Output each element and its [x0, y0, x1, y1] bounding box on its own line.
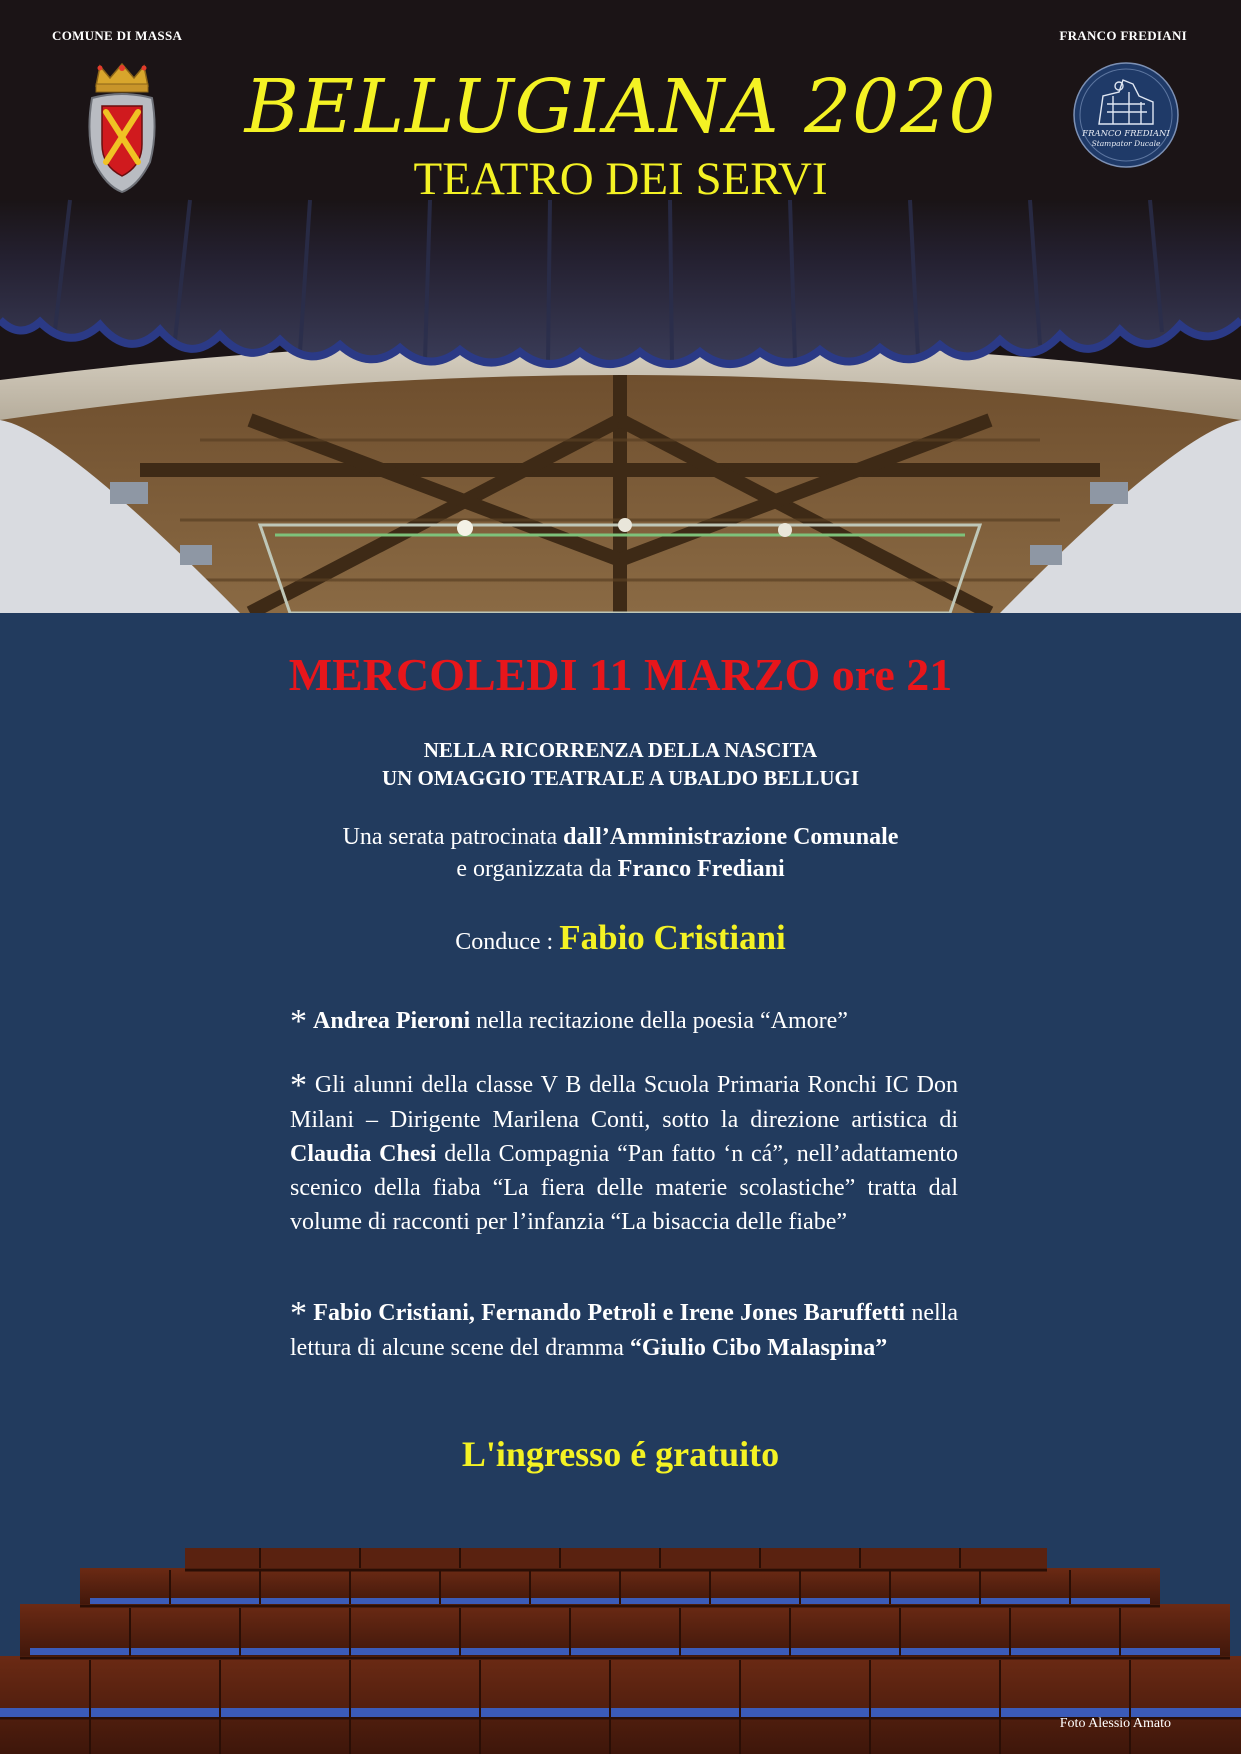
organizer-prefix: e organizzata da — [456, 856, 618, 882]
program-2-director: Claudia Chesi — [290, 1141, 437, 1167]
patronage-line — [0, 824, 1241, 851]
program-item-2 — [290, 1068, 958, 1239]
program-item-1 — [290, 1004, 958, 1039]
tribute-line-2: UN OMAGGIO TEATRALE A UBALDO BELLUGI — [381, 766, 860, 790]
organizer-name: Franco Frediani — [617, 856, 785, 882]
host-label: Conduce : — [455, 929, 560, 955]
bullet-star-icon: * — [290, 1003, 307, 1040]
bullet-star-icon: * — [290, 1295, 307, 1332]
comune-label: COMUNE DI MASSA — [52, 28, 183, 43]
program-item-3 — [290, 1296, 958, 1365]
photo-credit: Foto Alessio Amato — [1059, 1716, 1171, 1731]
program-2-text-b: della Compagnia “Pan fatto ‘n cá”, nell’adattamento scenico della fiaba “La fiera delle materie scolastiche” tratta dal volume di racconti per l’infanzia “La bisaccia delle fiabe” — [290, 1141, 959, 1235]
host-line — [0, 918, 1241, 958]
organizer-line — [0, 856, 1241, 883]
program-2-text-a: Gli alunni della classe V B della Scuola Primaria Ronchi IC Don Milani – Dirigente Marilena Conti, sotto la direzione artistica di — [290, 1072, 958, 1133]
event-date: MERCOLEDI 11 MARZO ore 21 — [288, 649, 953, 700]
host-name: Fabio Cristiani — [559, 918, 786, 957]
tribute-line-1: NELLA RICORRENZA DELLA NASCITA — [423, 738, 818, 762]
program-3-performers: Fabio Cristiani, Fernando Petroli e Irene Jones Baruffetti — [313, 1300, 906, 1326]
patronage-prefix: Una serata patrocinata — [342, 824, 564, 850]
program-3-play-title: “Giulio Cibo Malaspina” — [629, 1335, 888, 1361]
program-3-text: nella lettura di alcune scene del dramma — [290, 1300, 958, 1361]
theatre-seats-image — [0, 1548, 1241, 1754]
stamp-text-2: Stampator Ducale — [1091, 139, 1161, 148]
program-1-text: nella recitazione della poesia “Amore” — [470, 1008, 848, 1034]
patronage-entity: dall’Amministrazione Comunale — [563, 824, 899, 850]
stamp-text-1: FRANCO FREDIANI — [1082, 129, 1170, 139]
frediani-label: FRANCO FREDIANI — [1059, 28, 1187, 43]
free-entry-notice: L'ingresso é gratuito — [461, 1434, 780, 1474]
program-1-performer: Andrea Pieroni — [313, 1008, 471, 1034]
bullet-star-icon: * — [290, 1067, 307, 1104]
poster-title: BELLUGIANA 2020 — [244, 64, 997, 150]
venue-subtitle: TEATRO DEI SERVI — [413, 153, 828, 205]
